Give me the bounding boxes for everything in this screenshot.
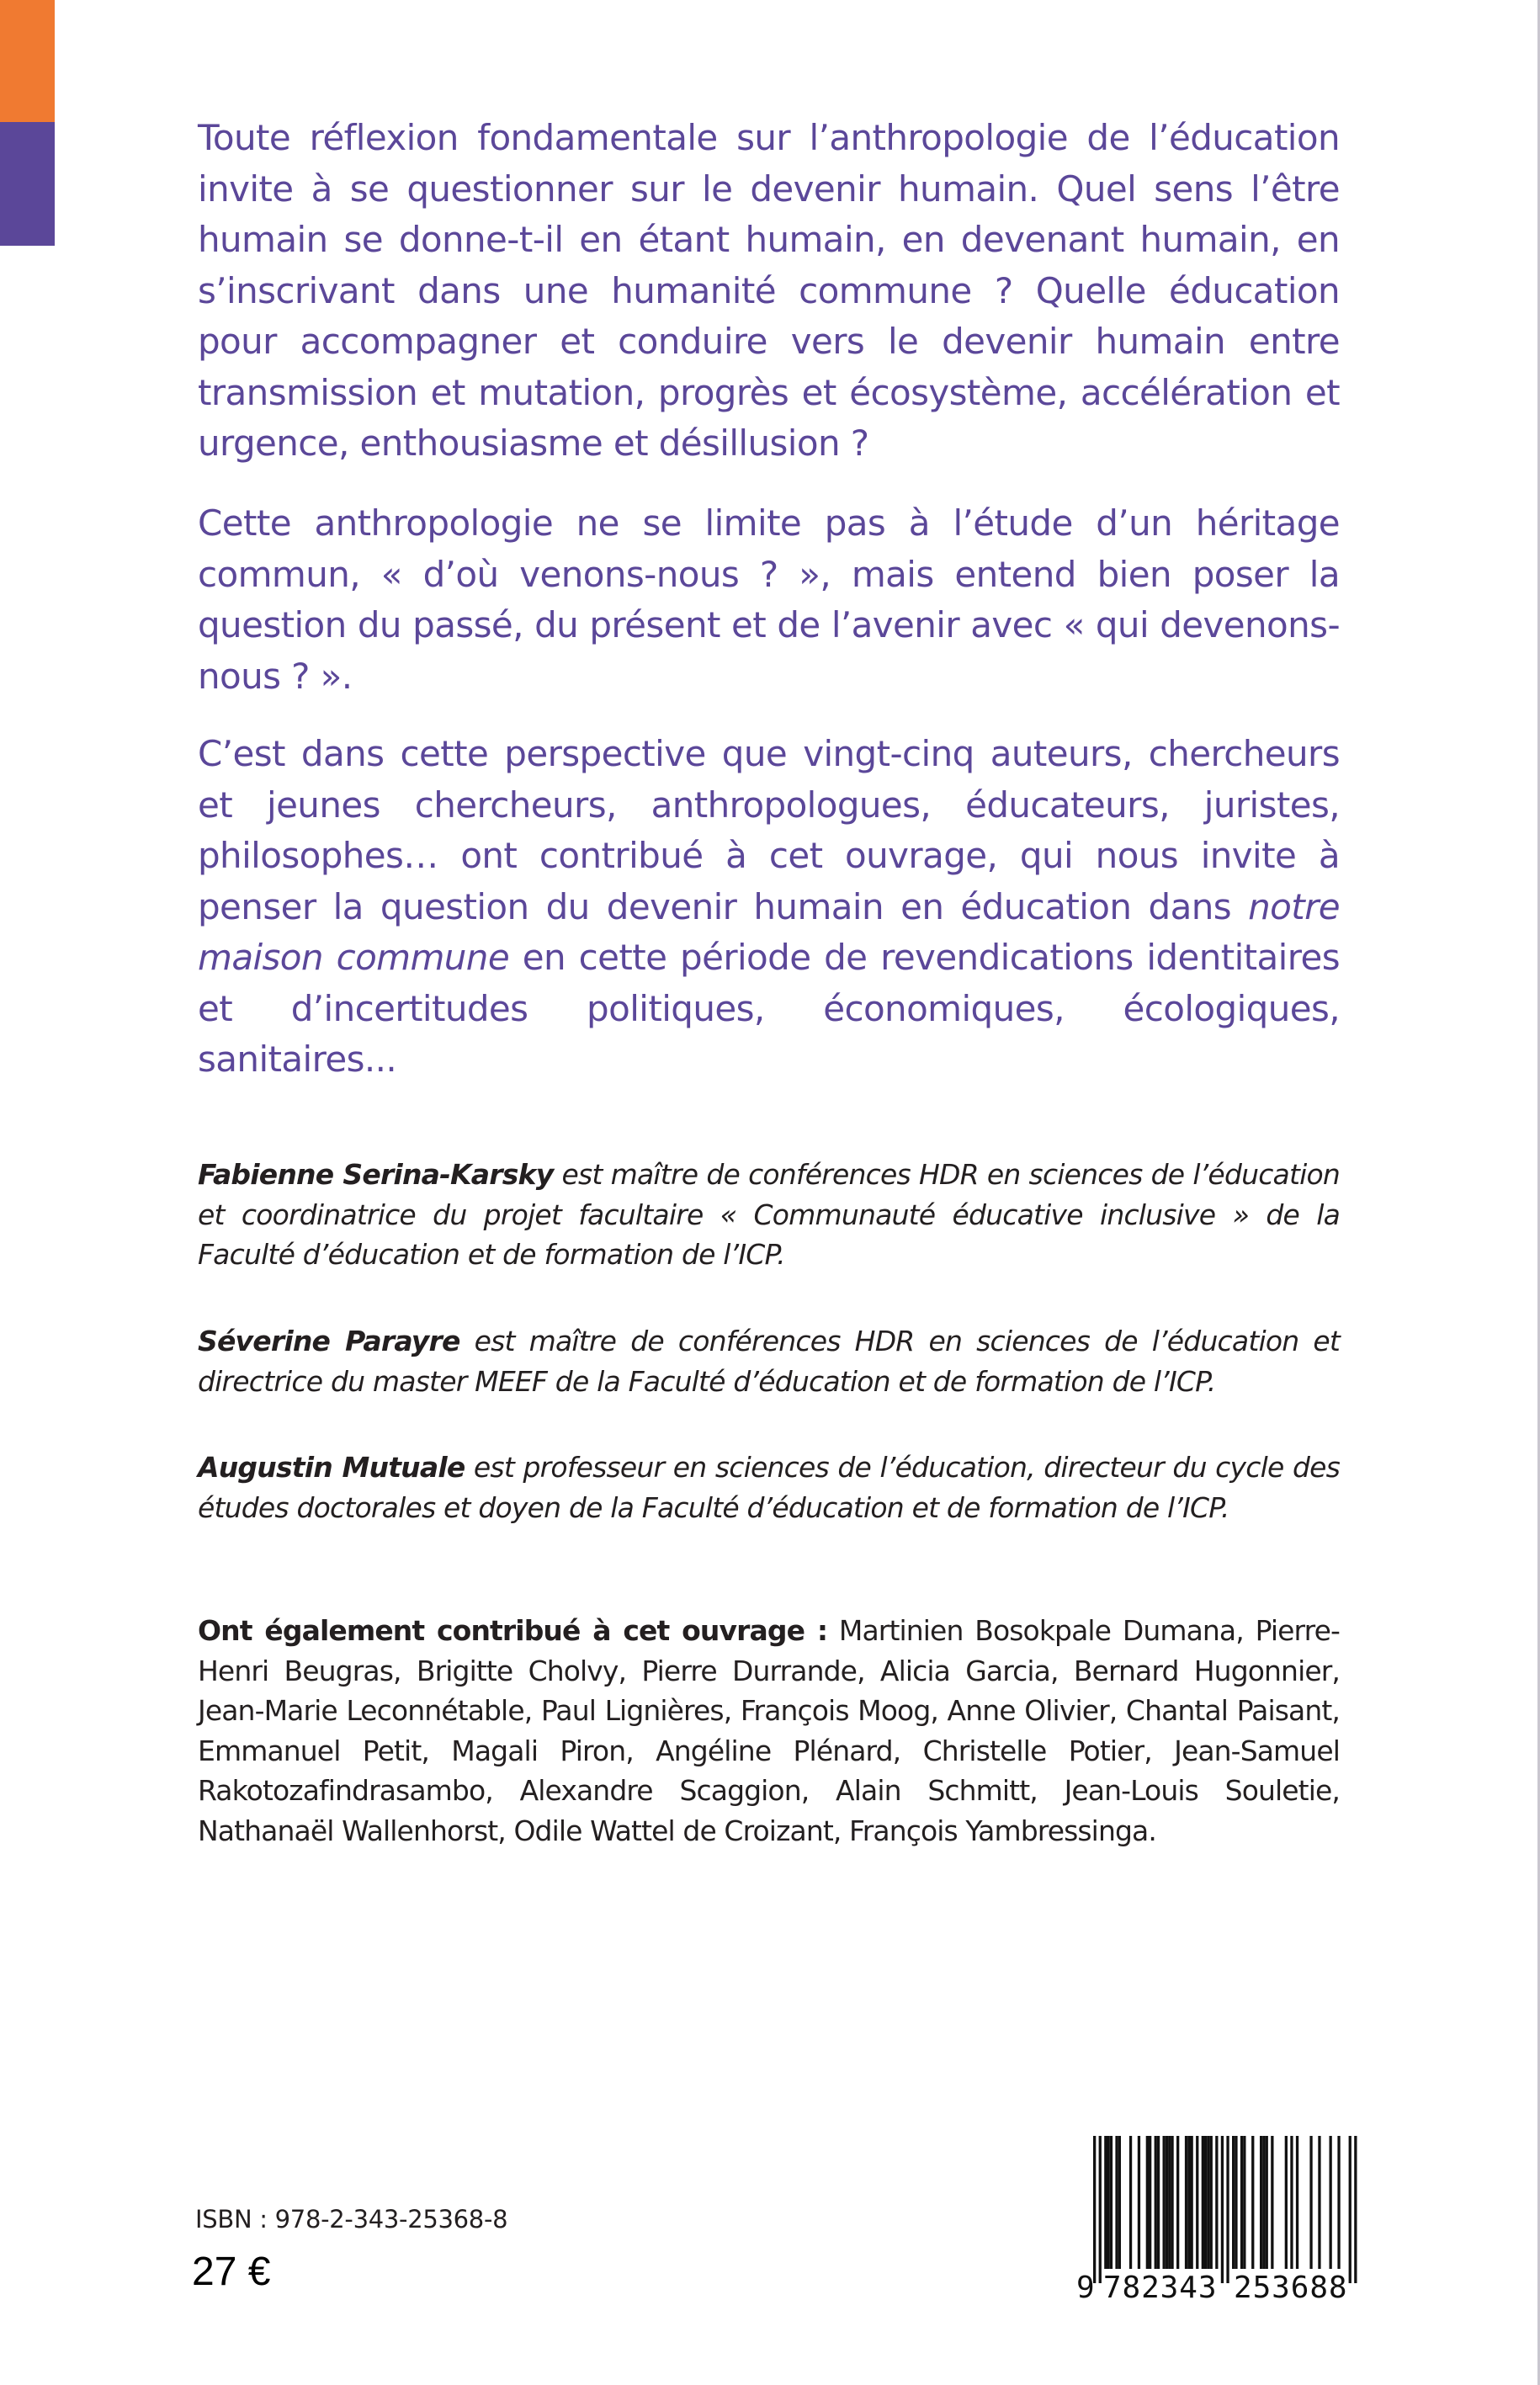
barcode-bar <box>1191 2136 1193 2269</box>
author-name: Séverine Parayre <box>198 1325 460 1357</box>
barcode-bar <box>1221 2136 1224 2283</box>
contributor-names: Martinien Bosokpale Dumana, Pierre-Henri Beugras, Brigitte Cholvy, Pierre Durrande, Alicia Garcia, Bernard Hugonnier, Jean-Marie Leconnétable, Paul Lignières, François Moog, Anne Olivier, Chantal Paisant, Emmanuel Petit, Magali Piron, Angéline Plénard, Christelle Potier, Jean-Samuel Rakotozafindrasambo, Alexandre Scaggion, Alain Schmitt, Jean-Louis Souletie, Nathanaël Wallenhorst, Odile Wattel de Croizant, François Yambressinga. <box>198 1614 1340 1847</box>
barcode-bar <box>1337 2136 1340 2269</box>
barcode-bar <box>1226 2136 1229 2283</box>
barcode-bar <box>1210 2136 1213 2269</box>
barcode-bar <box>1290 2136 1293 2269</box>
author-bio <box>198 1155 1340 1275</box>
barcode-bar <box>1309 2136 1312 2269</box>
author-bio <box>198 1447 1340 1527</box>
author-description: est maître de conférences HDR en sciences de l’éducation et directrice du master MEEF de la Faculté d’éducation et de formation de l’ICP. <box>198 1325 1340 1398</box>
barcode-bar <box>1129 2136 1132 2269</box>
barcode-bar <box>1251 2136 1254 2269</box>
contributors-label: Ont également contribué à cet ouvrage : <box>198 1614 828 1647</box>
barcode-right-digits: 253688 <box>1234 2271 1347 2305</box>
author-bio <box>198 1321 1340 1401</box>
author-name: Fabienne Serina-Karsky <box>198 1158 554 1191</box>
blurb-paragraph-3 <box>198 729 1340 1086</box>
barcode-bar <box>1196 2136 1198 2269</box>
barcode-bar <box>1163 2136 1166 2269</box>
barcode-bar <box>1243 2136 1245 2269</box>
barcode-bar <box>1110 2136 1113 2269</box>
barcode-bar <box>1262 2136 1265 2269</box>
barcode-bar <box>1207 2136 1209 2269</box>
price-label: 27 € <box>192 2250 271 2294</box>
barcode-bar <box>1146 2136 1149 2269</box>
blurb-text: C’est dans cette perspective que vingt-cinq auteurs, chercheurs et jeunes chercheurs, anthropologues, éducateurs, juristes, philosophes… ont contribué à cet ouvrage, qui nous invite à penser la question du devenir humain en éducation dans <box>198 733 1340 927</box>
barcode-left-digits: 782343 <box>1102 2271 1217 2305</box>
emphasized-phrase: notre maison commune <box>198 885 1340 978</box>
isbn-label: ISBN : 978-2-343-25368-8 <box>195 2205 508 2234</box>
barcode-bar <box>1330 2136 1332 2269</box>
barcode-bar <box>1157 2136 1160 2269</box>
barcode-bar <box>1215 2136 1218 2269</box>
author-name: Augustin Mutuale <box>198 1451 465 1484</box>
blurb-paragraph-2: Cette anthropologie ne se limite pas à l’étude d’un héritage commun, « d’où venons-nous ? », mais entend bien poser la question du passé, du présent et de l’avenir avec « qui devenons-nous ? ». <box>198 502 1340 697</box>
isbn-barcode <box>1073 2129 1359 2306</box>
barcode-bar <box>1149 2136 1151 2269</box>
contributors-list <box>198 1611 1340 1851</box>
barcode-bar <box>1104 2136 1107 2269</box>
barcode-bar <box>1176 2136 1179 2269</box>
orange-color-tab <box>0 0 55 122</box>
blurb-paragraph-1: Toute réflexion fondamentale sur l’anthropologie de l’éducation invite à se questionner sur le devenir humain. Quel sens l’être humain se donne-t-il en étant humain, en devenant humain, en s’inscrivant dans une humanité commune ? Quelle éducation pour accompagner et conduire vers le devenir humain entre transmission et mutation, progrès et écosystème, accélération et urgence, enthousiasme et désillusion ? <box>198 117 1340 464</box>
barcode-bar <box>1166 2136 1168 2269</box>
barcode-bar <box>1266 2136 1268 2269</box>
barcode-bar <box>1138 2136 1140 2269</box>
barcode-bar <box>1187 2136 1190 2269</box>
barcode-bar <box>1271 2136 1273 2269</box>
barcode-bar <box>1240 2136 1243 2269</box>
barcode-bar <box>1296 2136 1298 2269</box>
barcode-bar <box>1235 2136 1237 2269</box>
barcode-bar <box>1204 2136 1207 2269</box>
barcode-bar <box>1285 2136 1288 2269</box>
barcode-bar <box>1354 2136 1357 2283</box>
barcode-bar <box>1185 2136 1187 2269</box>
author-description: est professeur en sciences de l’éducation, directeur du cycle des études doctorales et doyen de la Faculté d’éducation et de formation de l’ICP. <box>198 1451 1341 1524</box>
barcode-bar <box>1202 2136 1204 2269</box>
barcode-bar <box>1168 2136 1171 2269</box>
barcode-bar <box>1171 2136 1173 2269</box>
barcode-bar <box>1260 2136 1262 2269</box>
barcode-bar <box>1155 2136 1157 2269</box>
barcode-first-digit: 9 <box>1076 2271 1095 2305</box>
barcode-bars <box>1093 2136 1357 2283</box>
barcode-bar <box>1115 2136 1118 2269</box>
barcode-graphic <box>1073 2129 1359 2306</box>
barcode-bar <box>1318 2136 1320 2269</box>
barcode-bar <box>1093 2136 1096 2283</box>
barcode-bar <box>1107 2136 1110 2269</box>
barcode-bar <box>1099 2136 1102 2283</box>
barcode-bar <box>1349 2136 1351 2283</box>
barcode-bar <box>1232 2136 1235 2269</box>
purple-color-tab <box>0 122 55 246</box>
barcode-bar <box>1118 2136 1121 2269</box>
author-description: est maître de conférences HDR en sciences de l’éducation et coordinatrice du projet facultaire « Communauté éducative inclusive » de la Faculté d’éducation et de formation de l’ICP. <box>198 1158 1340 1271</box>
blurb-text: en cette période de revendications identitaires et d’incertitudes politiques, économiques, écologiques, sanitaires... <box>198 937 1340 1080</box>
